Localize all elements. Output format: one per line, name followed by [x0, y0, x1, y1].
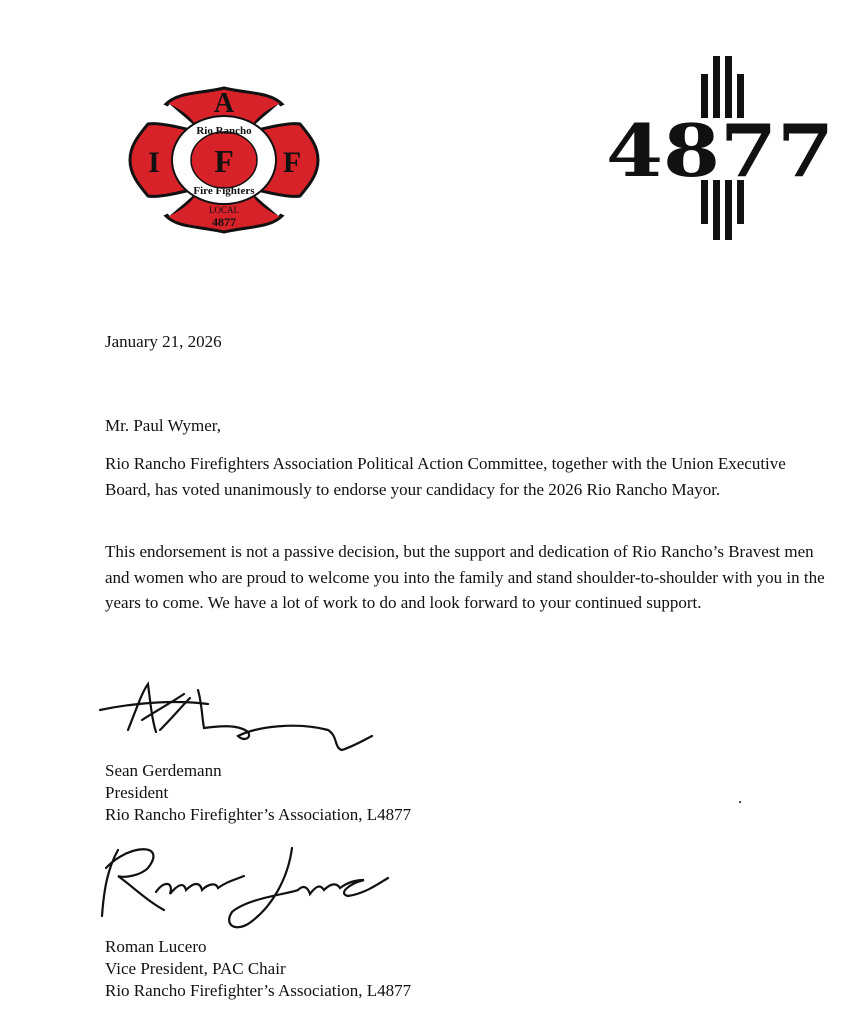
- zia-number: 4877: [606, 108, 834, 193]
- letter-date: January 21, 2026: [105, 332, 222, 351]
- letter-a: A: [213, 88, 235, 119]
- letter-f-center: F: [214, 143, 234, 179]
- signature-block-1: [105, 760, 411, 826]
- signature-roman-lucero: [98, 838, 393, 938]
- signatory-name: Roman Lucero: [105, 937, 207, 956]
- signature-sean-gerdemann: [98, 680, 378, 760]
- signatory-org: Rio Rancho Firefighter’s Association, L4877: [105, 805, 412, 824]
- signatory-title: President: [105, 783, 169, 802]
- signatory-title: Vice President, PAC Chair: [105, 959, 286, 978]
- local-label: LOCAL: [209, 205, 239, 215]
- signature-block-2: [105, 936, 411, 1002]
- ring-top-text: Rio Rancho: [196, 125, 252, 137]
- letter-i: I: [148, 146, 160, 179]
- letter-f-right: F: [282, 146, 302, 179]
- salutation: Mr. Paul Wymer,: [105, 416, 222, 435]
- signatory-org: Rio Rancho Firefighter’s Association, L4877: [105, 981, 412, 1000]
- stray-mark: .: [738, 788, 743, 807]
- paragraph-2: This endorsement is not a passive decision, but the support and dedication of Rio Rancho’s Bravest men and women who are proud to welcome you into the family and stand shoulder-to-shoulder with you in the years to come. We have a lot of work to do and look forward to your continued support.: [105, 542, 825, 612]
- zia-4877-logo: [604, 54, 836, 242]
- iaff-logo: [128, 84, 320, 236]
- signatory-name: Sean Gerdemann: [105, 761, 222, 780]
- ring-bottom-text: Fire Fighters: [193, 185, 255, 197]
- paragraph-1: Rio Rancho Firefighters Association Political Action Committee, together with the Union Executive Board, has voted unanimously to endorse your candidacy for the 2026 Rio Rancho Mayor.: [105, 454, 786, 499]
- local-number: 4877: [212, 215, 236, 229]
